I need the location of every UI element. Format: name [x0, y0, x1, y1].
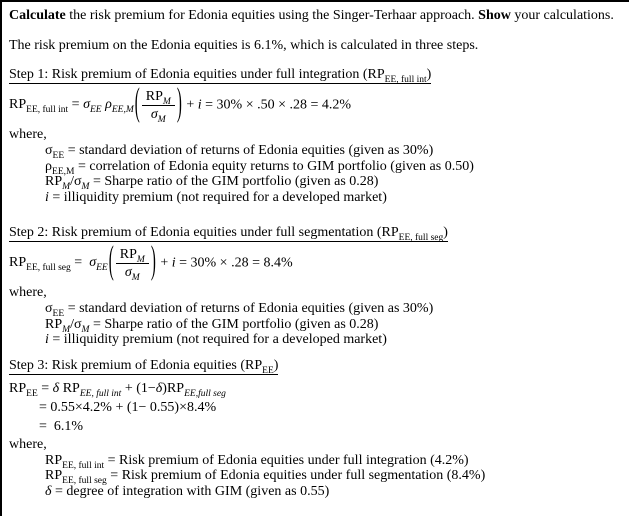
step2-definitions [9, 301, 623, 348]
definition-line [45, 332, 623, 348]
summary-paragraph: The risk premium on the Edonia equities is 6.1%, which is calculated in three steps. [9, 38, 479, 53]
text-token: /σ [70, 316, 82, 332]
text-token: i [45, 332, 49, 347]
text-token: M [81, 324, 90, 335]
definition-line [45, 190, 623, 206]
text-token: EE, full int [62, 460, 105, 471]
text-token: EE [96, 263, 108, 274]
text-token: EE, full int [79, 388, 122, 399]
text-token: σ [45, 143, 53, 158]
fraction-numerator [142, 89, 175, 106]
intro-text-2: your calculations. [510, 8, 614, 23]
text-token: σ [150, 106, 158, 122]
text-token: = [68, 97, 84, 113]
text-token: EE,M [111, 105, 134, 116]
step3-formula [9, 379, 623, 436]
step1-formula-body [9, 82, 352, 125]
intro-bold-show: Show [478, 8, 511, 23]
text-token: + [182, 97, 198, 113]
text-token: i [45, 189, 49, 205]
fraction-denominator [124, 264, 140, 283]
step1-where-label: where, [9, 127, 47, 142]
text-token: σ [45, 301, 53, 316]
step1-formula-lhs [9, 97, 84, 116]
definition-line [45, 468, 623, 484]
step3-where-label: where, [9, 436, 47, 452]
text-token: ) [443, 225, 448, 240]
text-token: EE, full int [26, 105, 69, 116]
step2-formula-body [9, 240, 293, 283]
definition-line [45, 453, 623, 469]
definition-line [45, 159, 623, 175]
open-paren: ( [108, 240, 114, 283]
formula-line [39, 417, 623, 436]
text-token: RP [45, 468, 63, 483]
text-token: EE,full seg [184, 388, 226, 399]
step1-heading-row [9, 67, 623, 84]
text-token: ρ [45, 158, 52, 174]
text-token: RP [45, 174, 63, 189]
text-token: = Risk premium of Edonia equities under full integration (4.2%) [104, 452, 469, 468]
text-token: i [197, 97, 202, 113]
step3-definitions [9, 453, 623, 500]
text-token: = standard deviation of returns of Edonia equities (given as 30%) [64, 143, 434, 158]
step2-heading [9, 225, 448, 242]
text-token: Step 3: Risk premium of Edonia equities (RP [9, 357, 263, 373]
text-token: ) [273, 357, 279, 373]
step1-formula-result [183, 97, 351, 112]
close-paren: ) [150, 240, 156, 283]
text-token: M [81, 181, 90, 192]
text-token: = Risk premium of Edonia equities under full segmentation (8.4%) [106, 468, 486, 483]
text-token: )RP [162, 380, 185, 396]
sharpe-ratio-fraction [142, 88, 175, 125]
text-token: = 30% × .28 = 8.4% [175, 255, 293, 271]
definition-line [45, 317, 623, 333]
text-token: EE [26, 388, 38, 399]
text-token: = 6.1% [39, 418, 84, 434]
text-token: = correlation of Edonia equity returns to GIM portfolio (given as 0.50) [74, 158, 474, 174]
text-token: = [37, 380, 53, 396]
text-token: /σ [70, 174, 82, 189]
text-token: = 30% × .50 × .28 = 4.2% [201, 97, 352, 113]
text-token: EE [262, 365, 274, 376]
fraction-denominator [150, 106, 166, 125]
text-token: + [156, 255, 172, 271]
text-token: RP [9, 255, 27, 271]
intro-text-1: the risk premium for Edonia equities using the Singer-Terhaar approach. [65, 8, 479, 23]
text-token: RP [45, 316, 63, 332]
text-token: RP [59, 380, 80, 396]
text-token: = standard deviation of returns of Edonia equities (given as 30%) [64, 301, 434, 316]
close-paren: ) [176, 82, 182, 125]
step3-heading-row [9, 358, 623, 375]
text-token: = 0.55×4.2% + (1− 0.55)×8.4% [39, 399, 217, 415]
fraction-numerator [116, 247, 149, 264]
text-token: M [162, 96, 171, 107]
text-token: ρ [105, 97, 112, 113]
text-token: EE [52, 150, 65, 161]
step1-heading [9, 67, 431, 84]
text-token: EE, full seg [62, 475, 107, 486]
step2-formula-lhs [9, 255, 90, 274]
step2-formula [9, 242, 623, 284]
text-token: σ [89, 255, 97, 271]
step2-heading-row [9, 225, 623, 242]
text-token: = [70, 255, 90, 271]
intro-paragraph [9, 8, 623, 24]
step1-formula-coefficients [83, 97, 134, 116]
text-token: = Sharpe ratio of the GIM portfolio (given as 0.28) [89, 174, 379, 189]
text-token: RP [9, 380, 27, 396]
step3-heading [9, 358, 278, 375]
text-token: M [62, 324, 71, 335]
step2-formula-result [157, 255, 293, 270]
text-token: Step 1: Risk premium of Edonia equities under full integration (RP [9, 67, 385, 82]
text-token: EE, full int [384, 74, 427, 85]
sharpe-ratio-fraction [116, 246, 149, 283]
text-token: RP [45, 452, 63, 468]
text-token: RP [145, 88, 163, 104]
text-token: = degree of integration with GIM (given as 0.55) [51, 483, 330, 499]
text-token: EE,M [52, 166, 75, 177]
definition-line [45, 174, 623, 190]
text-token: M [131, 272, 140, 283]
step2-formula-coefficients [89, 255, 108, 274]
text-token: = illiquidity premium (not required for a developed market) [48, 332, 387, 347]
text-token: δ [52, 380, 60, 396]
intro-bold-calculate: Calculate [9, 8, 66, 23]
text-token: i [171, 255, 176, 271]
definition-line [45, 143, 623, 159]
open-paren: ( [134, 82, 140, 125]
text-token: RP [119, 246, 137, 262]
text-token: = illiquidity premium (not required for a developed market) [48, 189, 387, 205]
text-token: δ [45, 483, 52, 499]
formula-line [9, 379, 623, 398]
text-token: M [136, 254, 145, 265]
text-token: δ [155, 380, 163, 396]
step2-where-label: where, [9, 285, 47, 300]
text-token: σ [83, 97, 90, 113]
text-token: EE [52, 308, 65, 319]
text-token: EE [89, 105, 102, 116]
text-token: M [157, 114, 166, 125]
text-token: ) [426, 67, 432, 82]
text-token: = Sharpe ratio of the GIM portfolio (given as 0.28) [89, 316, 379, 332]
text-token: + (1− [121, 380, 156, 396]
definition-line [45, 301, 623, 317]
step1-definitions [9, 143, 623, 205]
step1-formula [9, 84, 623, 126]
text-token: EE, full seg [26, 263, 71, 274]
text-token: RP [9, 97, 27, 113]
text-token: Step 2: Risk premium of Edonia equities under full segmentation (RP [9, 225, 399, 240]
text-token: M [62, 181, 71, 192]
text-token: σ [124, 264, 132, 280]
formula-line [39, 398, 623, 417]
text-token: EE, full seg [398, 232, 444, 243]
definition-line [45, 484, 623, 500]
